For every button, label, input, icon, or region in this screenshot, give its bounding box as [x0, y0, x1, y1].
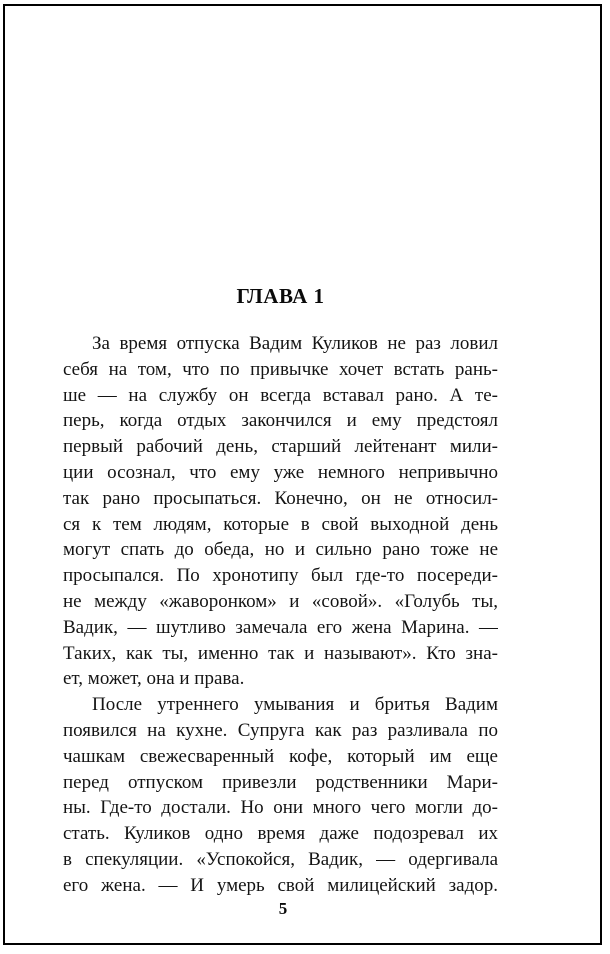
text-line: перед отпуском привезли родственники Мари-	[63, 771, 498, 793]
text-line: появился на кухне. Супруга как раз разливала по	[63, 719, 498, 741]
text-line: так рано просыпаться. Конечно, он не относил-	[63, 487, 498, 509]
text-line: ет, может, она и права.	[63, 668, 245, 690]
chapter-heading: ГЛАВА 1	[236, 284, 325, 308]
text-line: стать. Куликов одно время даже подозревал их	[63, 823, 498, 845]
text-line: не между «жаворонком» и «совой». «Голубь ты,	[63, 590, 498, 612]
text-line: ся к тем людям, которые в свой выходной день	[63, 513, 498, 535]
text-line: Таких, как ты, именно так и называют». Кто зна-	[63, 642, 498, 664]
text-line: ны. Где-то достали. Но они много чего могли до-	[63, 797, 498, 819]
text-line: Вадик, — шутливо замечала его жена Марина. —	[63, 616, 498, 638]
paragraph	[63, 692, 498, 898]
text-line: его жена. — И умерь свой милицейский задор.	[63, 874, 498, 896]
text-line: в спекуляции. «Успокойся, Вадик, — одергивала	[63, 848, 498, 870]
text-line: чашкам свежесваренный кофе, который им еще	[63, 745, 498, 767]
text-line: ции осознал, что ему уже немного непривычно	[63, 461, 498, 483]
text-line: могут спать до обеда, но и сильно рано тоже не	[63, 539, 498, 561]
text-line: просыпался. По хронотипу был где-то посереди-	[63, 565, 498, 587]
text-line: За время отпуска Вадим Куликов не раз ловил	[92, 333, 498, 354]
text-line: После утреннего умывания и бритья Вадим	[92, 694, 498, 716]
body-text	[63, 331, 498, 899]
page-number: 5	[278, 899, 288, 918]
text-line: перь, когда отдых закончился и ему предстоял	[63, 410, 498, 432]
text-line: первый рабочий день, старший лейтенант мили-	[63, 436, 498, 458]
text-line: себя на том, что по привычке хочет встать рань-	[63, 358, 498, 380]
paragraph	[63, 331, 498, 692]
text-line: ше — на службу он всегда вставал рано. А те-	[63, 384, 498, 406]
